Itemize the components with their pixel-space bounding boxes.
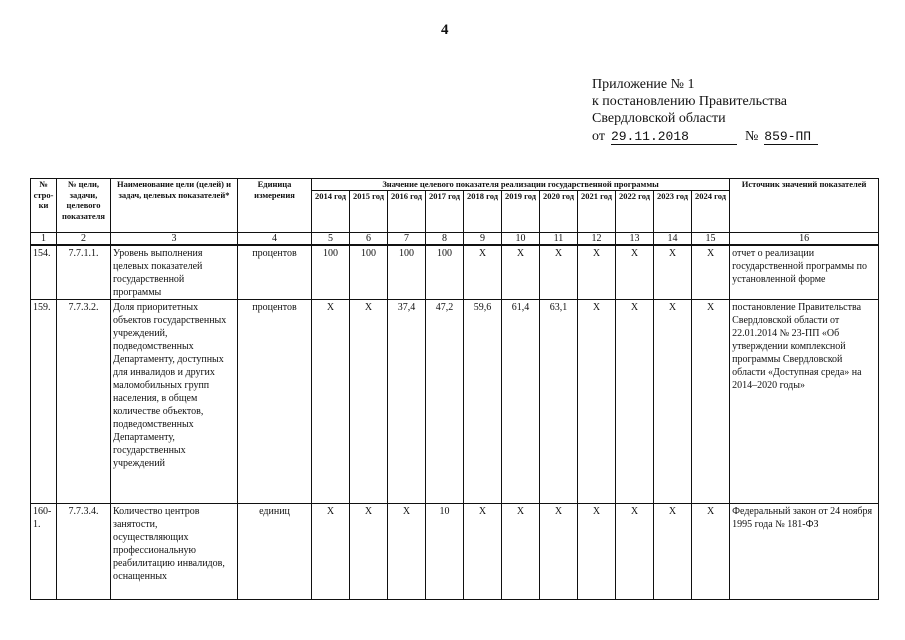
value-cell: X	[692, 300, 730, 504]
column-number: 13	[616, 232, 654, 245]
column-number: 1	[31, 232, 57, 245]
row-number: 154.	[31, 245, 57, 300]
header-year: 2019 год	[502, 190, 540, 232]
indicator-name: Уровень выполнения целевых показателей государственной программы	[111, 245, 238, 300]
value-cell: X	[616, 504, 654, 600]
value-cell: X	[578, 245, 616, 300]
indicator-name: Доля приоритетных объектов государственных учреждений, подведомственных Департаменту, доступных для инвалидов и других маломобильных групп населения, в общем количестве объектов, подведомственных Департаменту, государственных учреждений	[111, 300, 238, 504]
header-year: 2014 год	[312, 190, 350, 232]
value-cell: X	[616, 300, 654, 504]
annex-title: Приложение № 1	[592, 77, 695, 92]
header-source: Источник значений показателей	[730, 179, 879, 233]
value-cell: X	[616, 245, 654, 300]
value-cell: X	[692, 504, 730, 600]
number-label: №	[744, 129, 759, 144]
value-cell: 100	[388, 245, 426, 300]
column-number: 16	[730, 232, 879, 245]
indicator-name: Количество центров занятости, осуществляющих профессиональную реабилитацию инвалидов, оснащенных	[111, 504, 238, 600]
annex-date-line	[592, 128, 818, 145]
value-cell: 37,4	[388, 300, 426, 504]
value-cell: X	[692, 245, 730, 300]
value-cell: X	[654, 300, 692, 504]
value-cell: X	[502, 504, 540, 600]
annex-block	[592, 76, 818, 145]
goal-number: 7.7.1.1.	[57, 245, 111, 300]
column-number: 11	[540, 232, 578, 245]
value-cell: X	[578, 300, 616, 504]
resolution-date: 29.11.2018	[611, 130, 737, 145]
value-cell: 100	[350, 245, 388, 300]
indicators-table	[30, 178, 879, 600]
column-number: 7	[388, 232, 426, 245]
value-cell: X	[350, 504, 388, 600]
annex-line-3: Свердловской области	[592, 111, 726, 126]
column-number: 14	[654, 232, 692, 245]
value-cell: X	[388, 504, 426, 600]
value-cell: X	[312, 300, 350, 504]
header-year: 2023 год	[654, 190, 692, 232]
value-cell: 10	[426, 504, 464, 600]
unit: процентов	[238, 245, 312, 300]
header-year: 2022 год	[616, 190, 654, 232]
row-number: 160-1.	[31, 504, 57, 600]
resolution-number: 859-ПП	[764, 130, 818, 145]
unit: процентов	[238, 300, 312, 504]
column-number: 6	[350, 232, 388, 245]
column-number: 2	[57, 232, 111, 245]
value-cell: X	[578, 504, 616, 600]
value-cell: X	[654, 245, 692, 300]
value-cell: X	[312, 504, 350, 600]
value-cell: 61,4	[502, 300, 540, 504]
source-cell: Федеральный закон от 24 ноября 1995 года № 181-ФЗ	[730, 504, 879, 600]
value-cell: 63,1	[540, 300, 578, 504]
header-values-group: Значение целевого показателя реализации государственной программы	[312, 179, 730, 191]
page-number: 4	[441, 22, 449, 38]
header-year: 2018 год	[464, 190, 502, 232]
unit: единиц	[238, 504, 312, 600]
column-numbers-row	[31, 232, 879, 245]
header-name: Наименование цели (целей) и задач, целевых показателей*	[111, 179, 238, 233]
column-number: 9	[464, 232, 502, 245]
header-year: 2024 год	[692, 190, 730, 232]
value-cell: X	[502, 245, 540, 300]
goal-number: 7.7.3.4.	[57, 504, 111, 600]
header-row-no: № стро-ки	[31, 179, 57, 233]
row-number: 159.	[31, 300, 57, 504]
value-cell: X	[464, 245, 502, 300]
value-cell: 47,2	[426, 300, 464, 504]
value-cell: X	[654, 504, 692, 600]
header-row	[31, 179, 879, 191]
value-cell: X	[350, 300, 388, 504]
column-number: 10	[502, 232, 540, 245]
header-unit: Единица измерения	[238, 179, 312, 233]
value-cell: 59,6	[464, 300, 502, 504]
column-number: 3	[111, 232, 238, 245]
source-cell: постановление Правительства Свердловской области от 22.01.2014 № 23-ПП «Об утверждении комплексной программы Свердловской области «Доступная среда» на 2014–2020 годы»	[730, 300, 879, 504]
header-year: 2016 год	[388, 190, 426, 232]
header-year: 2021 год	[578, 190, 616, 232]
column-number: 4	[238, 232, 312, 245]
table-row	[31, 300, 879, 504]
annex-line-2: к постановлению Правительства	[592, 94, 788, 109]
table-row	[31, 245, 879, 300]
header-year: 2020 год	[540, 190, 578, 232]
value-cell: 100	[426, 245, 464, 300]
value-cell: X	[540, 504, 578, 600]
value-cell: X	[540, 245, 578, 300]
column-number: 5	[312, 232, 350, 245]
column-number: 8	[426, 232, 464, 245]
header-year: 2015 год	[350, 190, 388, 232]
goal-number: 7.7.3.2.	[57, 300, 111, 504]
table-row	[31, 504, 879, 600]
header-year: 2017 год	[426, 190, 464, 232]
value-cell: X	[464, 504, 502, 600]
column-number: 15	[692, 232, 730, 245]
source-cell: отчет о реализации государственной программы по установленной форме	[730, 245, 879, 300]
from-label: от	[592, 129, 605, 144]
column-number: 12	[578, 232, 616, 245]
header-goal-no: № цели, задачи, целевого показателя	[57, 179, 111, 233]
value-cell: 100	[312, 245, 350, 300]
